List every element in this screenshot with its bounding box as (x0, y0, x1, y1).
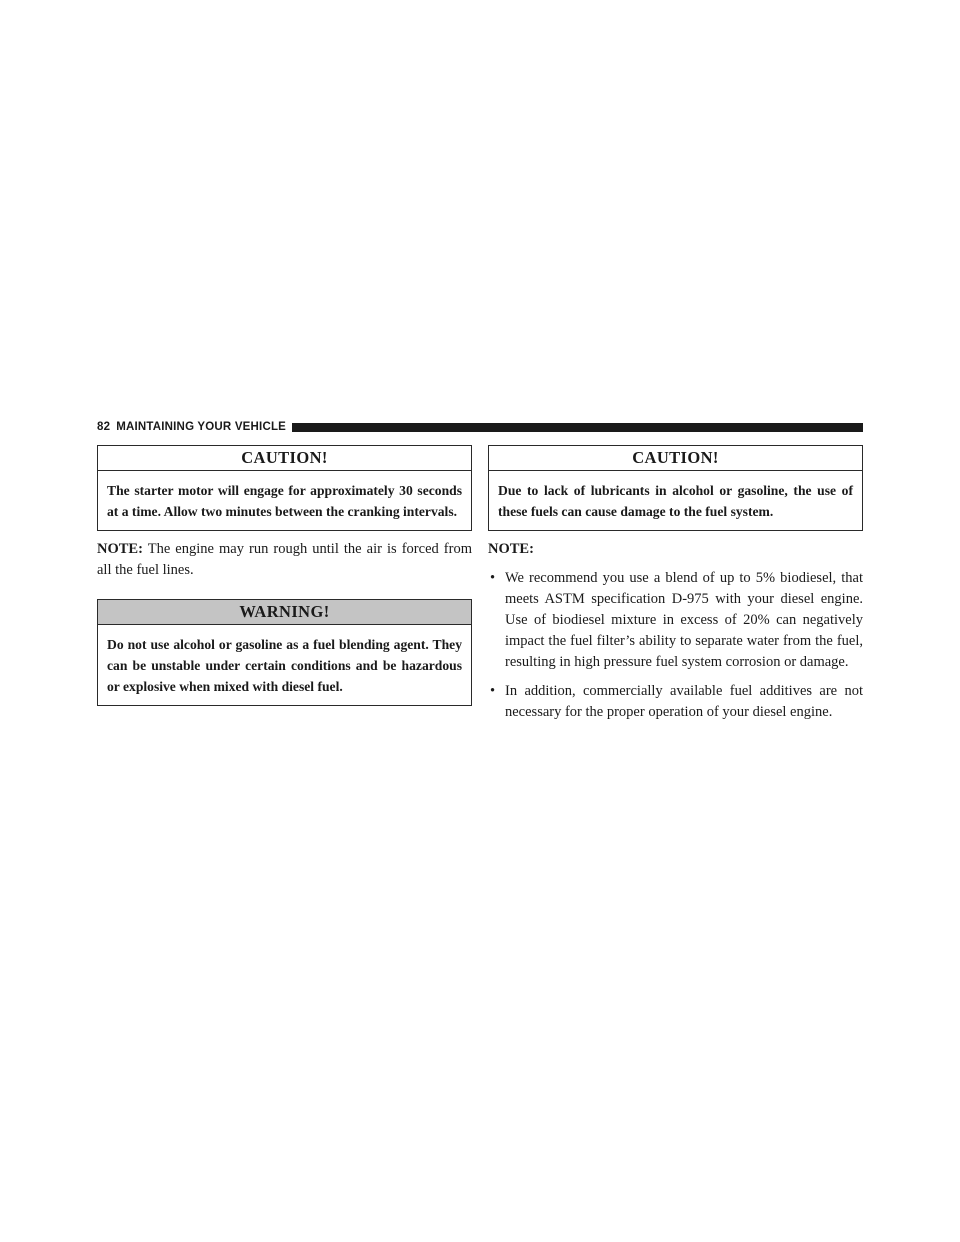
caution-box-fuel (488, 445, 863, 531)
section-title: MAINTAINING YOUR VEHICLE (116, 421, 287, 433)
note-bullet-list (488, 568, 863, 723)
bullet-icon: • (490, 570, 496, 586)
caution-text: The starter motor will engage for approximately 30 seconds at a time. Allow two minutes between the cranking intervals. (107, 483, 462, 519)
page-number: 82 (97, 421, 111, 433)
bullet-icon: • (490, 683, 496, 699)
bullet-text: In addition, commercially available fuel additives are not necessary for the proper operation of your diesel engine. (505, 683, 863, 720)
warning-box (97, 599, 472, 706)
caution-box-starter (97, 445, 472, 531)
caution-title: CAUTION! (98, 446, 471, 471)
warning-text: Do not use alcohol or gasoline as a fuel blending agent. They can be unstable under certain conditions and be hazardous or explosive when mixed with diesel fuel. (107, 637, 462, 694)
note-label: NOTE: (97, 541, 143, 557)
caution-text: Due to lack of lubricants in alcohol or gasoline, the use of these fuels can cause damage to the fuel system. (498, 483, 853, 519)
warning-title: WARNING! (98, 600, 471, 625)
note-label: NOTE: (488, 541, 534, 557)
left-column (97, 445, 472, 706)
header-rule (292, 423, 863, 432)
caution-title: CAUTION! (489, 446, 862, 471)
list-item (488, 681, 863, 723)
list-item (488, 568, 863, 673)
note-paragraph (97, 539, 472, 581)
bullet-text: We recommend you use a blend of up to 5% biodiesel, that meets ASTM specification D-975 with your diesel engine. Use of biodiesel mixture in excess of 20% can negatively impact the fuel filter’s ability to separate water from the fuel, resulting in high pressure fuel system corrosion or damage. (505, 570, 863, 670)
right-column (488, 445, 863, 723)
page-header (97, 420, 863, 434)
note-text: The engine may run rough until the air is forced from all the fuel lines. (97, 541, 472, 578)
